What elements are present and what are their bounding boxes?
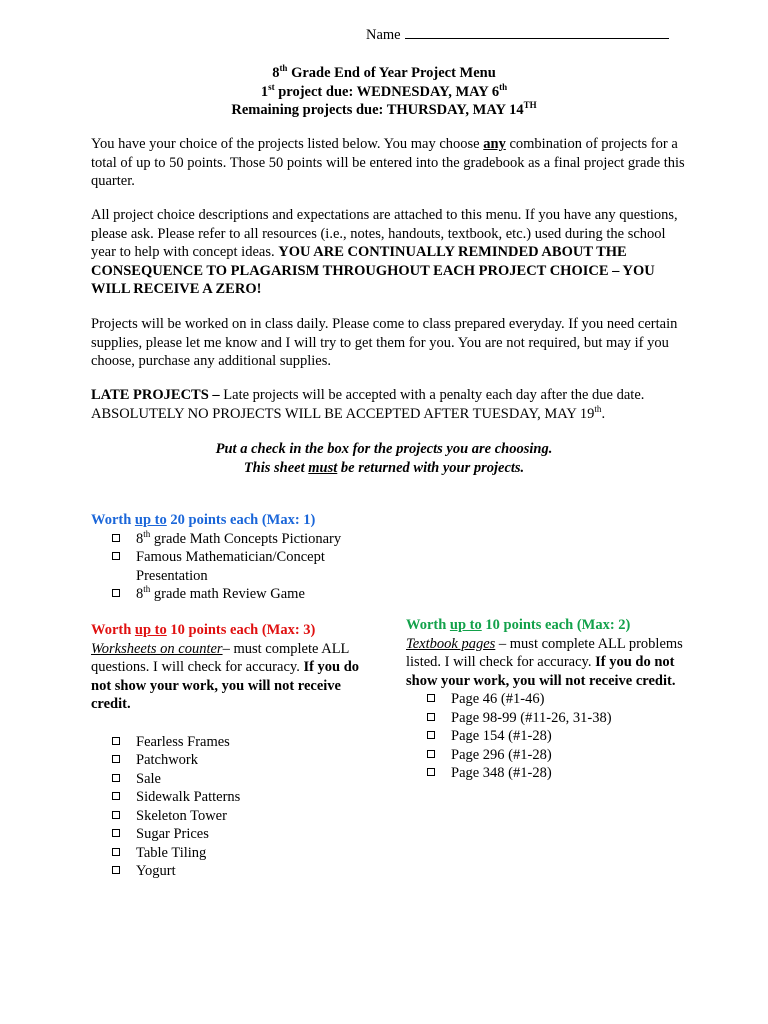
intro-paragraph: You have your choice of the projects listed below. You may choose any combination of projects for a total of up to 50 points. Those 50 points will be entered into the gradebook as a final project grade this quarter.: [91, 136, 685, 189]
plagiarism-warning: YOU ARE CONTINUALLY REMINDED ABOUT THE CONSEQUENCE TO PLAGARISM THROUGHOUT EACH PROJECT CHOICE – YOU WILL RECEIVE A ZERO!: [91, 244, 655, 297]
list-item[interactable]: Yogurt: [91, 862, 361, 881]
page-header: [0, 64, 768, 120]
checkbox[interactable]: [112, 534, 120, 542]
list-item[interactable]: Page 46 (#1-46): [406, 690, 686, 709]
checkbox[interactable]: [112, 737, 120, 745]
section-20-title: Worth up to 20 points each (Max: 1): [91, 512, 316, 528]
checkbox[interactable]: [427, 768, 435, 776]
checkbox[interactable]: [112, 829, 120, 837]
worksheets-list: [91, 733, 361, 881]
section-10-textbook: [406, 616, 686, 783]
supplies-paragraph: Projects will be worked on in class daily. Please come to class prepared everyday. If you need certain supplies, please let me know and I will try to get them for you. You are not required, but may if you choose, purchase any additional supplies.: [91, 316, 678, 369]
section-10-worksheets-title: Worth up to 10 points each (Max: 3): [91, 622, 316, 638]
first-due-date: 1st project due: WEDNESDAY, MAY 6th: [260, 81, 508, 100]
checkbox[interactable]: [427, 694, 435, 702]
list-item[interactable]: Sale: [91, 770, 361, 789]
checkbox[interactable]: [112, 866, 120, 874]
list-item[interactable]: Table Tiling: [91, 844, 361, 863]
list-item[interactable]: Famous Mathematician/Concept Presentation: [91, 548, 336, 585]
check-instructions: Put a check in the box for the projects you are choosing. This sheet must be returned with your projects.: [215, 441, 553, 476]
name-blank-line[interactable]: [405, 24, 669, 39]
checkbox[interactable]: [112, 792, 120, 800]
list-item[interactable]: 8th grade Math Concepts Pictionary: [91, 530, 371, 549]
page-title: 8th Grade End of Year Project Menu: [272, 63, 496, 81]
textbook-list: [406, 690, 686, 783]
list-item[interactable]: 8th grade math Review Game: [91, 585, 371, 604]
resources-paragraph: All project choice descriptions and expectations are attached to this menu. If you have any questions, please ask. Please refer to all resources (i.e., notes, handouts, textbook, etc.) used during the school year to help with concept ideas. YOU ARE CONTINUALLY REMINDED ABOUT THE CONSEQUENCE TO PLAGARISM THROUGHOUT EACH PROJECT CHOICE – YOU WILL RECEIVE A ZERO!: [91, 207, 678, 297]
checkbox[interactable]: [112, 848, 120, 856]
list-item[interactable]: Page 154 (#1-28): [406, 727, 686, 746]
checkbox[interactable]: [112, 774, 120, 782]
worksheets-description: Worksheets on counter– must complete ALL questions. I will check for accuracy. If you do not show your work, you will not receive credit.: [91, 640, 360, 712]
checkbox[interactable]: [427, 731, 435, 739]
late-projects-paragraph: LATE PROJECTS – Late projects will be accepted with a penalty each day after the due date. ABSOLUTELY NO PROJECTS WILL BE ACCEPTED AFTER TUESDAY, MAY 19th.: [91, 387, 645, 422]
textbook-description: Textbook pages – must complete ALL problems listed. I will check for accuracy. If you do not show your work, you will not receive credit.: [406, 635, 683, 689]
list-item[interactable]: Fearless Frames: [91, 733, 361, 752]
section-10-worksheets: [91, 621, 361, 881]
list-item[interactable]: Page 98-99 (#11-26, 31-38): [406, 709, 686, 728]
list-item[interactable]: Page 348 (#1-28): [406, 764, 686, 783]
list-item[interactable]: Sugar Prices: [91, 825, 361, 844]
list-item[interactable]: Sidewalk Patterns: [91, 788, 361, 807]
section-20-list: [91, 530, 371, 604]
checkbox[interactable]: [112, 552, 120, 560]
list-item[interactable]: Skeleton Tower: [91, 807, 361, 826]
list-item[interactable]: Page 296 (#1-28): [406, 746, 686, 765]
checkbox[interactable]: [112, 589, 120, 597]
checkbox[interactable]: [112, 811, 120, 819]
name-label: Name: [366, 27, 401, 43]
remaining-due-date: Remaining projects due: THURSDAY, MAY 14TH: [231, 100, 537, 118]
list-item[interactable]: Patchwork: [91, 751, 361, 770]
section-20-points: [91, 511, 371, 604]
checkbox[interactable]: [112, 755, 120, 763]
section-10-textbook-title: Worth up to 10 points each (Max: 2): [406, 617, 631, 633]
checkbox[interactable]: [427, 713, 435, 721]
name-field: [366, 24, 669, 45]
checkbox[interactable]: [427, 750, 435, 758]
